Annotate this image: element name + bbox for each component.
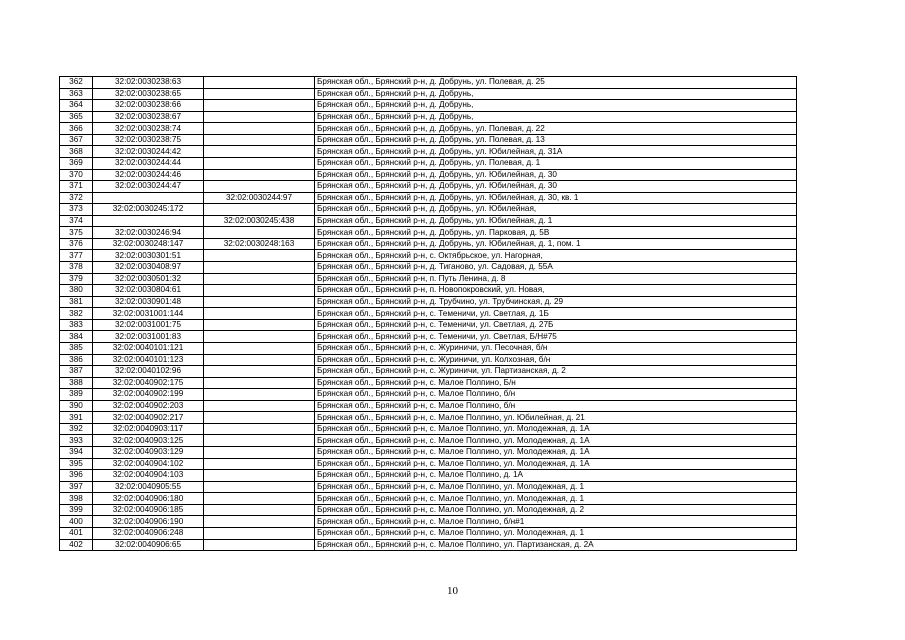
row-number-cell: 363 (60, 88, 93, 100)
cadastral-number-cell: 32:02:0040904:103 (93, 470, 204, 482)
row-number-cell: 401 (60, 527, 93, 539)
linked-cadastral-number-cell (204, 447, 315, 459)
linked-cadastral-number-cell (204, 308, 315, 320)
row-number-cell: 375 (60, 227, 93, 239)
cadastral-number-cell: 32:02:0031001:83 (93, 331, 204, 343)
linked-cadastral-number-cell (204, 227, 315, 239)
cadastral-number-cell: 32:02:0040904:102 (93, 458, 204, 470)
cadastral-number-cell: 32:02:0040906:190 (93, 516, 204, 528)
row-number-cell: 379 (60, 273, 93, 285)
cadastral-number-cell: 32:02:0040906:248 (93, 527, 204, 539)
address-cell: Брянская обл., Брянский р-н, с. Малое Полпино, б/н#1 (315, 516, 797, 528)
table-row (60, 181, 797, 193)
cadastral-number-cell: 32:02:0030238:67 (93, 111, 204, 123)
table-row (60, 308, 797, 320)
linked-cadastral-number-cell (204, 181, 315, 193)
table-row (60, 250, 797, 262)
row-number-cell: 368 (60, 146, 93, 158)
cadastral-number-cell: 32:02:0031001:144 (93, 308, 204, 320)
row-number-cell: 367 (60, 134, 93, 146)
address-cell: Брянская обл., Брянский р-н, д. Добрунь, ул. Юбилейная, д. 1 (315, 215, 797, 227)
linked-cadastral-number-cell: 32:02:0030248:163 (204, 238, 315, 250)
address-cell: Брянская обл., Брянский р-н, с. Малое Полпино, ул. Партизанская, д. 2А (315, 539, 797, 551)
table-row (60, 470, 797, 482)
linked-cadastral-number-cell (204, 342, 315, 354)
cadastral-number-cell: 32:02:0040902:217 (93, 412, 204, 424)
table-row (60, 77, 797, 89)
address-cell: Брянская обл., Брянский р-н, с. Малое Полпино, ул. Молодежная, д. 1А (315, 423, 797, 435)
cadastral-number-cell: 32:02:0030804:61 (93, 285, 204, 297)
table-row (60, 227, 797, 239)
linked-cadastral-number-cell (204, 157, 315, 169)
table-row (60, 88, 797, 100)
address-cell: Брянская обл., Брянский р-н, с. Малое Полпино, д. 1А (315, 470, 797, 482)
row-number-cell: 393 (60, 435, 93, 447)
row-number-cell: 397 (60, 481, 93, 493)
row-number-cell: 389 (60, 389, 93, 401)
address-cell: Брянская обл., Брянский р-н, д. Тиганово, ул. Садовая, д. 55А (315, 262, 797, 274)
cadastral-number-cell: 32:02:0040903:125 (93, 435, 204, 447)
table-row (60, 111, 797, 123)
linked-cadastral-number-cell (204, 111, 315, 123)
row-number-cell: 376 (60, 238, 93, 250)
table-row (60, 342, 797, 354)
row-number-cell: 396 (60, 470, 93, 482)
cadastral-number-cell (93, 192, 204, 204)
cadastral-number-cell: 32:02:0030244:44 (93, 157, 204, 169)
address-cell: Брянская обл., Брянский р-н, д. Добрунь, ул. Полевая, д. 22 (315, 123, 797, 135)
address-cell: Брянская обл., Брянский р-н, п. Новопокровский, ул. Новая, (315, 285, 797, 297)
table-row (60, 273, 797, 285)
linked-cadastral-number-cell (204, 204, 315, 216)
cadastral-number-cell: 32:02:0030248:147 (93, 238, 204, 250)
table-row (60, 100, 797, 112)
address-cell: Брянская обл., Брянский р-н, д. Добрунь, ул. Полевая, д. 25 (315, 77, 797, 89)
table-row (60, 146, 797, 158)
table-row (60, 389, 797, 401)
address-cell: Брянская обл., Брянский р-н, с. Малое Полпино, ул. Молодежная, д. 1 (315, 481, 797, 493)
address-cell: Брянская обл., Брянский р-н, д. Трубчино, ул. Трубчинская, д. 29 (315, 296, 797, 308)
row-number-cell: 362 (60, 77, 93, 89)
cadastral-number-cell: 32:02:0030244:47 (93, 181, 204, 193)
linked-cadastral-number-cell (204, 319, 315, 331)
table-row (60, 539, 797, 551)
table-row (60, 134, 797, 146)
table-row (60, 296, 797, 308)
row-number-cell: 370 (60, 169, 93, 181)
address-cell: Брянская обл., Брянский р-н, с. Малое Полпино, ул. Молодежная, д. 2 (315, 504, 797, 516)
linked-cadastral-number-cell (204, 123, 315, 135)
linked-cadastral-number-cell (204, 100, 315, 112)
row-number-cell: 387 (60, 366, 93, 378)
linked-cadastral-number-cell (204, 377, 315, 389)
cadastral-number-cell: 32:02:0040101:123 (93, 354, 204, 366)
address-cell: Брянская обл., Брянский р-н, д. Добрунь, ул. Полевая, д. 1 (315, 157, 797, 169)
linked-cadastral-number-cell (204, 146, 315, 158)
address-cell: Брянская обл., Брянский р-н, с. Малое Полпино, б/н (315, 389, 797, 401)
row-number-cell: 365 (60, 111, 93, 123)
linked-cadastral-number-cell (204, 250, 315, 262)
address-cell: Брянская обл., Брянский р-н, д. Добрунь, ул. Полевая, д. 13 (315, 134, 797, 146)
cadastral-number-cell: 32:02:0030244:46 (93, 169, 204, 181)
cadastral-number-cell: 32:02:0030301:51 (93, 250, 204, 262)
table-row (60, 215, 797, 227)
linked-cadastral-number-cell (204, 493, 315, 505)
address-cell: Брянская обл., Брянский р-н, с. Теменичи, ул. Светлая, Б/Н#75 (315, 331, 797, 343)
cadastral-number-cell (93, 215, 204, 227)
row-number-cell: 402 (60, 539, 93, 551)
address-cell: Брянская обл., Брянский р-н, с. Малое Полпино, ул. Молодежная, д. 1 (315, 527, 797, 539)
linked-cadastral-number-cell (204, 516, 315, 528)
row-number-cell: 384 (60, 331, 93, 343)
address-cell: Брянская обл., Брянский р-н, д. Добрунь, ул. Юбилейная, д. 30 (315, 169, 797, 181)
linked-cadastral-number-cell (204, 481, 315, 493)
row-number-cell: 383 (60, 319, 93, 331)
row-number-cell: 399 (60, 504, 93, 516)
table-row (60, 447, 797, 459)
table-row (60, 123, 797, 135)
table-row (60, 516, 797, 528)
address-cell: Брянская обл., Брянский р-н, с. Малое Полпино, ул. Юбилейная, д. 21 (315, 412, 797, 424)
cadastral-number-cell: 32:02:0031001:75 (93, 319, 204, 331)
address-cell: Брянская обл., Брянский р-н, с. Малое Полпино, ул. Молодежная, д. 1А (315, 435, 797, 447)
registry-table (59, 76, 797, 551)
row-number-cell: 366 (60, 123, 93, 135)
address-cell: Брянская обл., Брянский р-н, д. Добрунь, (315, 100, 797, 112)
row-number-cell: 390 (60, 400, 93, 412)
table-row (60, 366, 797, 378)
table-row (60, 458, 797, 470)
row-number-cell: 372 (60, 192, 93, 204)
linked-cadastral-number-cell (204, 77, 315, 89)
linked-cadastral-number-cell (204, 169, 315, 181)
cadastral-number-cell: 32:02:0040102:96 (93, 366, 204, 378)
cadastral-number-cell: 32:02:0030238:75 (93, 134, 204, 146)
cadastral-number-cell: 32:02:0030238:63 (93, 77, 204, 89)
table-row (60, 238, 797, 250)
linked-cadastral-number-cell (204, 539, 315, 551)
table-row (60, 319, 797, 331)
row-number-cell: 374 (60, 215, 93, 227)
cadastral-number-cell: 32:02:0040903:117 (93, 423, 204, 435)
row-number-cell: 371 (60, 181, 93, 193)
row-number-cell: 385 (60, 342, 93, 354)
table-row (60, 169, 797, 181)
table-row (60, 157, 797, 169)
table-row (60, 204, 797, 216)
row-number-cell: 398 (60, 493, 93, 505)
cadastral-number-cell: 32:02:0030244:42 (93, 146, 204, 158)
cadastral-number-cell: 32:02:0040906:180 (93, 493, 204, 505)
address-cell: Брянская обл., Брянский р-н, д. Добрунь, ул. Юбилейная, д. 30, кв. 1 (315, 192, 797, 204)
linked-cadastral-number-cell (204, 504, 315, 516)
table-row (60, 262, 797, 274)
address-cell: Брянская обл., Брянский р-н, д. Добрунь, ул. Юбилейная, д. 31А (315, 146, 797, 158)
address-cell: Брянская обл., Брянский р-н, с. Журиничи, ул. Песочная, б/н (315, 342, 797, 354)
linked-cadastral-number-cell: 32:02:0030244:97 (204, 192, 315, 204)
table-row (60, 527, 797, 539)
cadastral-number-cell: 32:02:0030238:66 (93, 100, 204, 112)
table-row (60, 400, 797, 412)
address-cell: Брянская обл., Брянский р-н, с. Малое Полпино, ул. Молодежная, д. 1А (315, 458, 797, 470)
linked-cadastral-number-cell (204, 262, 315, 274)
address-cell: Брянская обл., Брянский р-н, с. Октябрьское, ул. Нагорная, (315, 250, 797, 262)
registry-table-body (60, 77, 797, 551)
linked-cadastral-number-cell: 32:02:0030245:438 (204, 215, 315, 227)
table-row (60, 331, 797, 343)
cadastral-number-cell: 32:02:0040902:199 (93, 389, 204, 401)
linked-cadastral-number-cell (204, 366, 315, 378)
cadastral-number-cell: 32:02:0040905:55 (93, 481, 204, 493)
address-cell: Брянская обл., Брянский р-н, с. Теменичи, ул. Светлая, д. 27Б (315, 319, 797, 331)
linked-cadastral-number-cell (204, 285, 315, 297)
address-cell: Брянская обл., Брянский р-н, с. Теменичи, ул. Светлая, д. 1Б (315, 308, 797, 320)
table-row (60, 493, 797, 505)
row-number-cell: 369 (60, 157, 93, 169)
row-number-cell: 382 (60, 308, 93, 320)
cadastral-number-cell: 32:02:0040101:121 (93, 342, 204, 354)
cadastral-number-cell: 32:02:0030246:94 (93, 227, 204, 239)
table-row (60, 285, 797, 297)
address-cell: Брянская обл., Брянский р-н, д. Добрунь, ул. Юбилейная, д. 30 (315, 181, 797, 193)
address-cell: Брянская обл., Брянский р-н, с. Малое Полпино, Б/н (315, 377, 797, 389)
linked-cadastral-number-cell (204, 134, 315, 146)
linked-cadastral-number-cell (204, 527, 315, 539)
cadastral-number-cell: 32:02:0030238:65 (93, 88, 204, 100)
address-cell: Брянская обл., Брянский р-н, с. Журиничи, ул. Колхозная, б/н (315, 354, 797, 366)
address-cell: Брянская обл., Брянский р-н, д. Добрунь, ул. Юбилейная, (315, 204, 797, 216)
cadastral-number-cell: 32:02:0040906:185 (93, 504, 204, 516)
table-row (60, 481, 797, 493)
row-number-cell: 395 (60, 458, 93, 470)
address-cell: Брянская обл., Брянский р-н, с. Малое Полпино, ул. Молодежная, д. 1А (315, 447, 797, 459)
row-number-cell: 386 (60, 354, 93, 366)
linked-cadastral-number-cell (204, 273, 315, 285)
linked-cadastral-number-cell (204, 296, 315, 308)
row-number-cell: 377 (60, 250, 93, 262)
address-cell: Брянская обл., Брянский р-н, д. Добрунь, ул. Юбилейная, д. 1, пом. 1 (315, 238, 797, 250)
table-row (60, 192, 797, 204)
linked-cadastral-number-cell (204, 423, 315, 435)
page-number: 10 (447, 585, 458, 597)
cadastral-number-cell: 32:02:0030501:32 (93, 273, 204, 285)
linked-cadastral-number-cell (204, 331, 315, 343)
address-cell: Брянская обл., Брянский р-н, д. Добрунь, (315, 88, 797, 100)
row-number-cell: 388 (60, 377, 93, 389)
row-number-cell: 373 (60, 204, 93, 216)
table-row (60, 504, 797, 516)
linked-cadastral-number-cell (204, 458, 315, 470)
table-row (60, 435, 797, 447)
cadastral-number-cell: 32:02:0040902:175 (93, 377, 204, 389)
row-number-cell: 392 (60, 423, 93, 435)
table-row (60, 377, 797, 389)
address-cell: Брянская обл., Брянский р-н, д. Добрунь, ул. Парковая, д. 5В (315, 227, 797, 239)
row-number-cell: 381 (60, 296, 93, 308)
row-number-cell: 364 (60, 100, 93, 112)
table-row (60, 423, 797, 435)
table-row (60, 354, 797, 366)
cadastral-number-cell: 32:02:0040906:65 (93, 539, 204, 551)
row-number-cell: 394 (60, 447, 93, 459)
linked-cadastral-number-cell (204, 88, 315, 100)
linked-cadastral-number-cell (204, 389, 315, 401)
linked-cadastral-number-cell (204, 354, 315, 366)
row-number-cell: 400 (60, 516, 93, 528)
row-number-cell: 391 (60, 412, 93, 424)
cadastral-number-cell: 32:02:0030901:48 (93, 296, 204, 308)
cadastral-number-cell: 32:02:0030238:74 (93, 123, 204, 135)
address-cell: Брянская обл., Брянский р-н, п. Путь Ленина, д. 8 (315, 273, 797, 285)
linked-cadastral-number-cell (204, 412, 315, 424)
address-cell: Брянская обл., Брянский р-н, с. Малое Полпино, б/н (315, 400, 797, 412)
row-number-cell: 378 (60, 262, 93, 274)
address-cell: Брянская обл., Брянский р-н, с. Журиничи, ул. Партизанская, д. 2 (315, 366, 797, 378)
cadastral-number-cell: 32:02:0030408:97 (93, 262, 204, 274)
address-cell: Брянская обл., Брянский р-н, с. Малое Полпино, ул. Молодежная, д. 1 (315, 493, 797, 505)
table-row (60, 412, 797, 424)
cadastral-number-cell: 32:02:0030245:172 (93, 204, 204, 216)
cadastral-number-cell: 32:02:0040902:203 (93, 400, 204, 412)
row-number-cell: 380 (60, 285, 93, 297)
cadastral-number-cell: 32:02:0040903:129 (93, 447, 204, 459)
linked-cadastral-number-cell (204, 400, 315, 412)
linked-cadastral-number-cell (204, 470, 315, 482)
linked-cadastral-number-cell (204, 435, 315, 447)
address-cell: Брянская обл., Брянский р-н, д. Добрунь, (315, 111, 797, 123)
